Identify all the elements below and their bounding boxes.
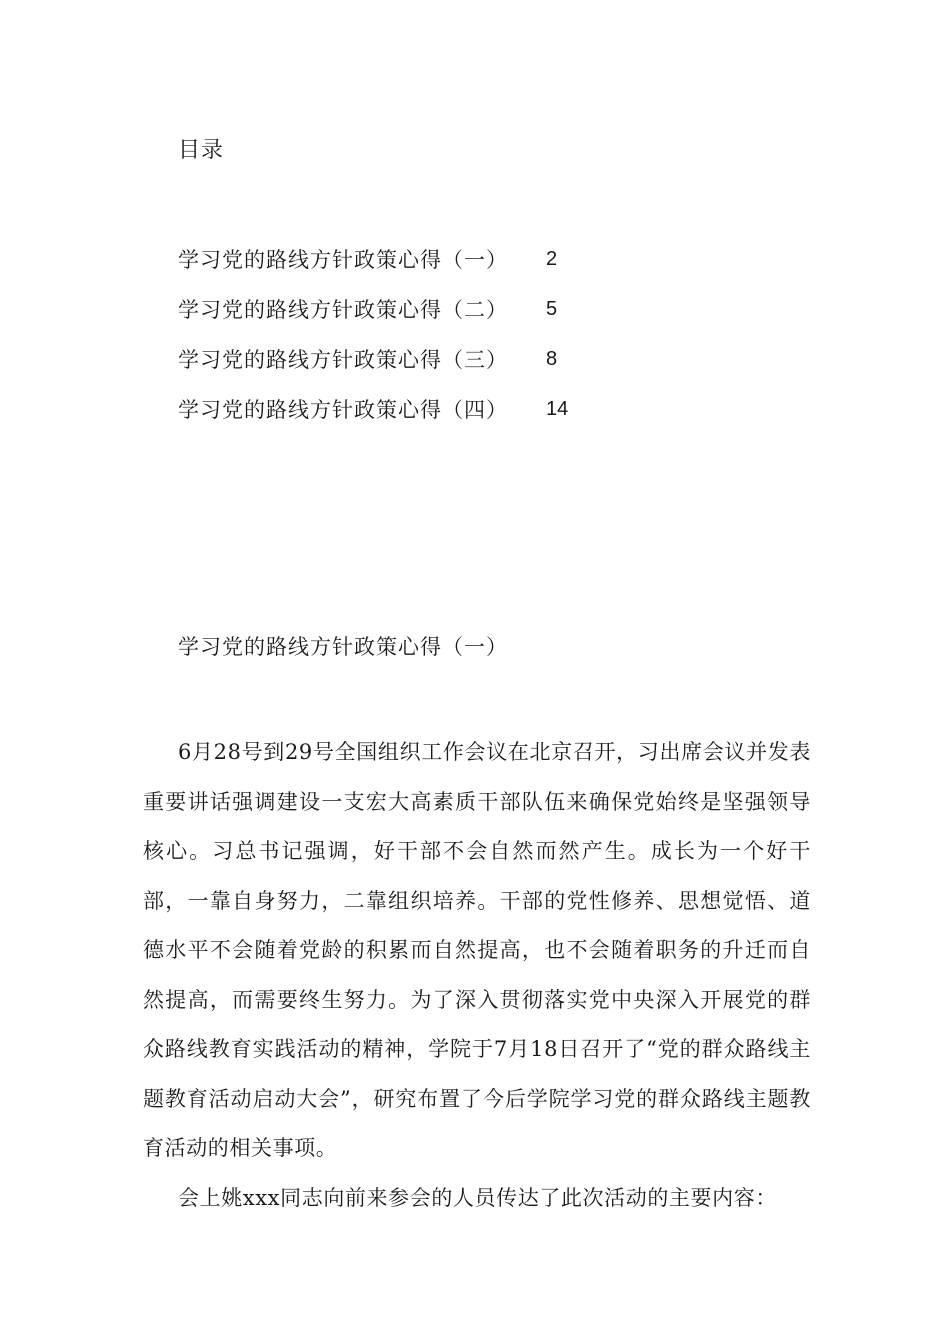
toc-entry[interactable] bbox=[178, 384, 598, 434]
toc-entry-page: 2 bbox=[546, 247, 558, 270]
toc-entry-label: 学习党的路线方针政策心得（四） bbox=[178, 398, 508, 422]
toc-entry-label: 学习党的路线方针政策心得（二） bbox=[178, 298, 508, 322]
section-body bbox=[143, 728, 811, 1223]
table-of-contents bbox=[178, 234, 598, 434]
toc-entry[interactable] bbox=[178, 284, 598, 334]
toc-entry-label: 学习党的路线方针政策心得（一） bbox=[178, 248, 508, 272]
toc-entry[interactable] bbox=[178, 334, 598, 384]
toc-entry-page: 5 bbox=[546, 297, 558, 320]
body-paragraph: 会上姚xxx同志向前来参会的人员传达了此次活动的主要内容： bbox=[178, 1185, 777, 1210]
toc-title: 目录 bbox=[178, 138, 225, 163]
toc-entry-label: 学习党的路线方针政策心得（三） bbox=[178, 348, 508, 372]
toc-entry-page: 14 bbox=[546, 397, 569, 420]
body-paragraph: 6月28号到29号全国组织工作会议在北京召开，习出席会议并发表重要讲话强调建设一支宏大高素质干部队伍来确保党始终是坚强领导核心。习总书记强调，好干部不会自然而然产生。成长为一个好干部，一靠自身努力，二靠组织培养。干部的党性修养、思想觉悟、道德水平不会随着党龄的积累而自然提高，也不会随着职务的升迁而自然提高，而需要终生努力。为了深入贯彻落实党中央深入开展党的群众路线教育实践活动的精神，学院于7月18日召开了“党的群众路线主题教育活动启动大会”，研究布置了今后学院学习党的群众路线主题教育活动的相关事项。 bbox=[143, 740, 811, 1160]
toc-entry[interactable] bbox=[178, 234, 598, 284]
toc-entry-page: 8 bbox=[546, 347, 558, 370]
section-heading: 学习党的路线方针政策心得（一） bbox=[178, 635, 508, 659]
